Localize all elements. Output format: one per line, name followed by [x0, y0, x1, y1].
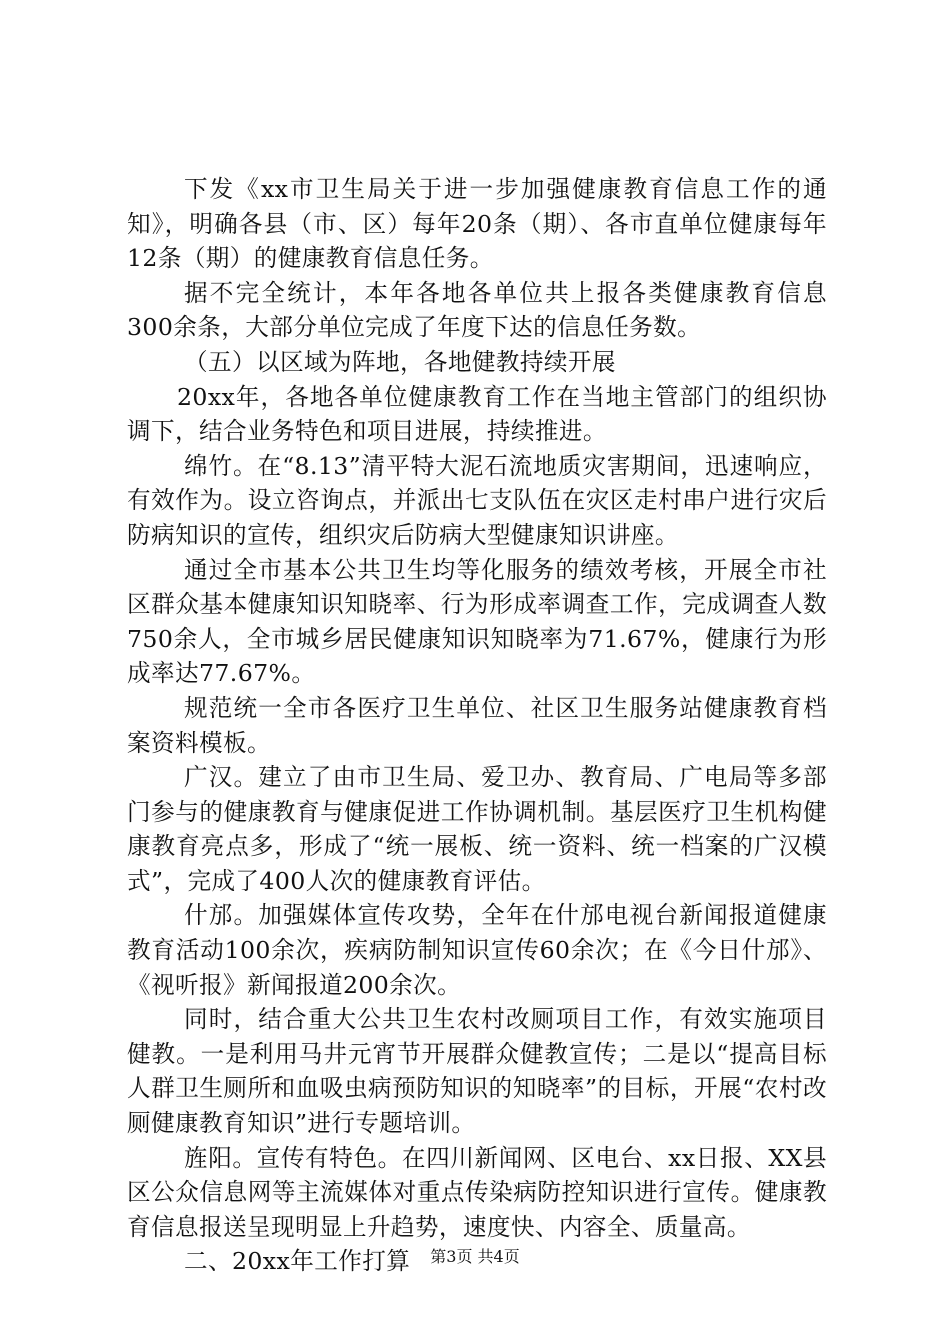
paragraph-overview: 20xx年，各地各单位健康教育工作在当地主管部门的组织协调下，结合业务特色和项目进展，持续推进。 — [127, 382, 827, 446]
document-body — [127, 172, 827, 1279]
paragraph-jingyang: 旌阳。宣传有特色。在四川新闻网、区电台、xx日报、XX县区公众信息网等主流媒体对重点传染病防控知识进行宣传。健康教育信息报送呈现明显上升趋势，速度快、内容全、质量高。 — [127, 1143, 827, 1241]
paragraph-statistics: 据不完全统计，本年各地各单位共上报各类健康教育信息300余条，大部分单位完成了年度下达的信息任务数。 — [127, 278, 827, 342]
paragraph-template: 规范统一全市各医疗卫生单位、社区卫生服务站健康教育档案资料模板。 — [127, 693, 827, 757]
paragraph-survey: 通过全市基本公共卫生均等化服务的绩效考核，开展全市社区群众基本健康知识知晓率、行为形成率调查工作，完成调查人数750余人，全市城乡居民健康知识知晓率为71.67%，健康行为形成率达77.67%。 — [127, 555, 827, 688]
paragraph-toilet-project: 同时，结合重大公共卫生农村改厕项目工作，有效实施项目健教。一是利用马井元宵节开展群众健教宣传；二是以“提高目标人群卫生厕所和血吸虫病预防知识的知晓率”的目标，开展“农村改厕健康教育知识”进行专题培训。 — [127, 1005, 827, 1138]
paragraph-shifang: 什邡。加强媒体宣传攻势，全年在什邡电视台新闻报道健康教育活动100余次，疾病防制知识宣传60余次；在《今日什邡》、《视听报》新闻报道200余次。 — [127, 901, 827, 999]
paragraph-notice: 下发《xx市卫生局关于进一步加强健康教育信息工作的通知》，明确各县（市、区）每年20条（期）、各市直单位健康每年12条（期）的健康教育信息任务。 — [127, 175, 827, 273]
page-number-footer: 第3页 共4页 — [430, 1247, 520, 1266]
paragraph-mianzhu: 绵竹。在“8.13”清平特大泥石流地质灾害期间，迅速响应，有效作为。设立咨询点，并派出七支队伍在灾区走村串户进行灾后防病知识的宣传，组织灾后防病大型健康知识讲座。 — [127, 451, 827, 549]
section-heading-plan: 二、20xx年工作打算 — [184, 1247, 411, 1276]
section-heading-five: （五）以区域为阵地，各地健教持续开展 — [184, 347, 616, 376]
paragraph-guanghan: 广汉。建立了由市卫生局、爱卫办、教育局、广电局等多部门参与的健康教育与健康促进工作协调机制。基层医疗卫生机构健康教育亮点多，形成了“统一展板、统一资料、统一档案的广汉模式”，完成了400人次的健康教育评估。 — [127, 763, 827, 895]
